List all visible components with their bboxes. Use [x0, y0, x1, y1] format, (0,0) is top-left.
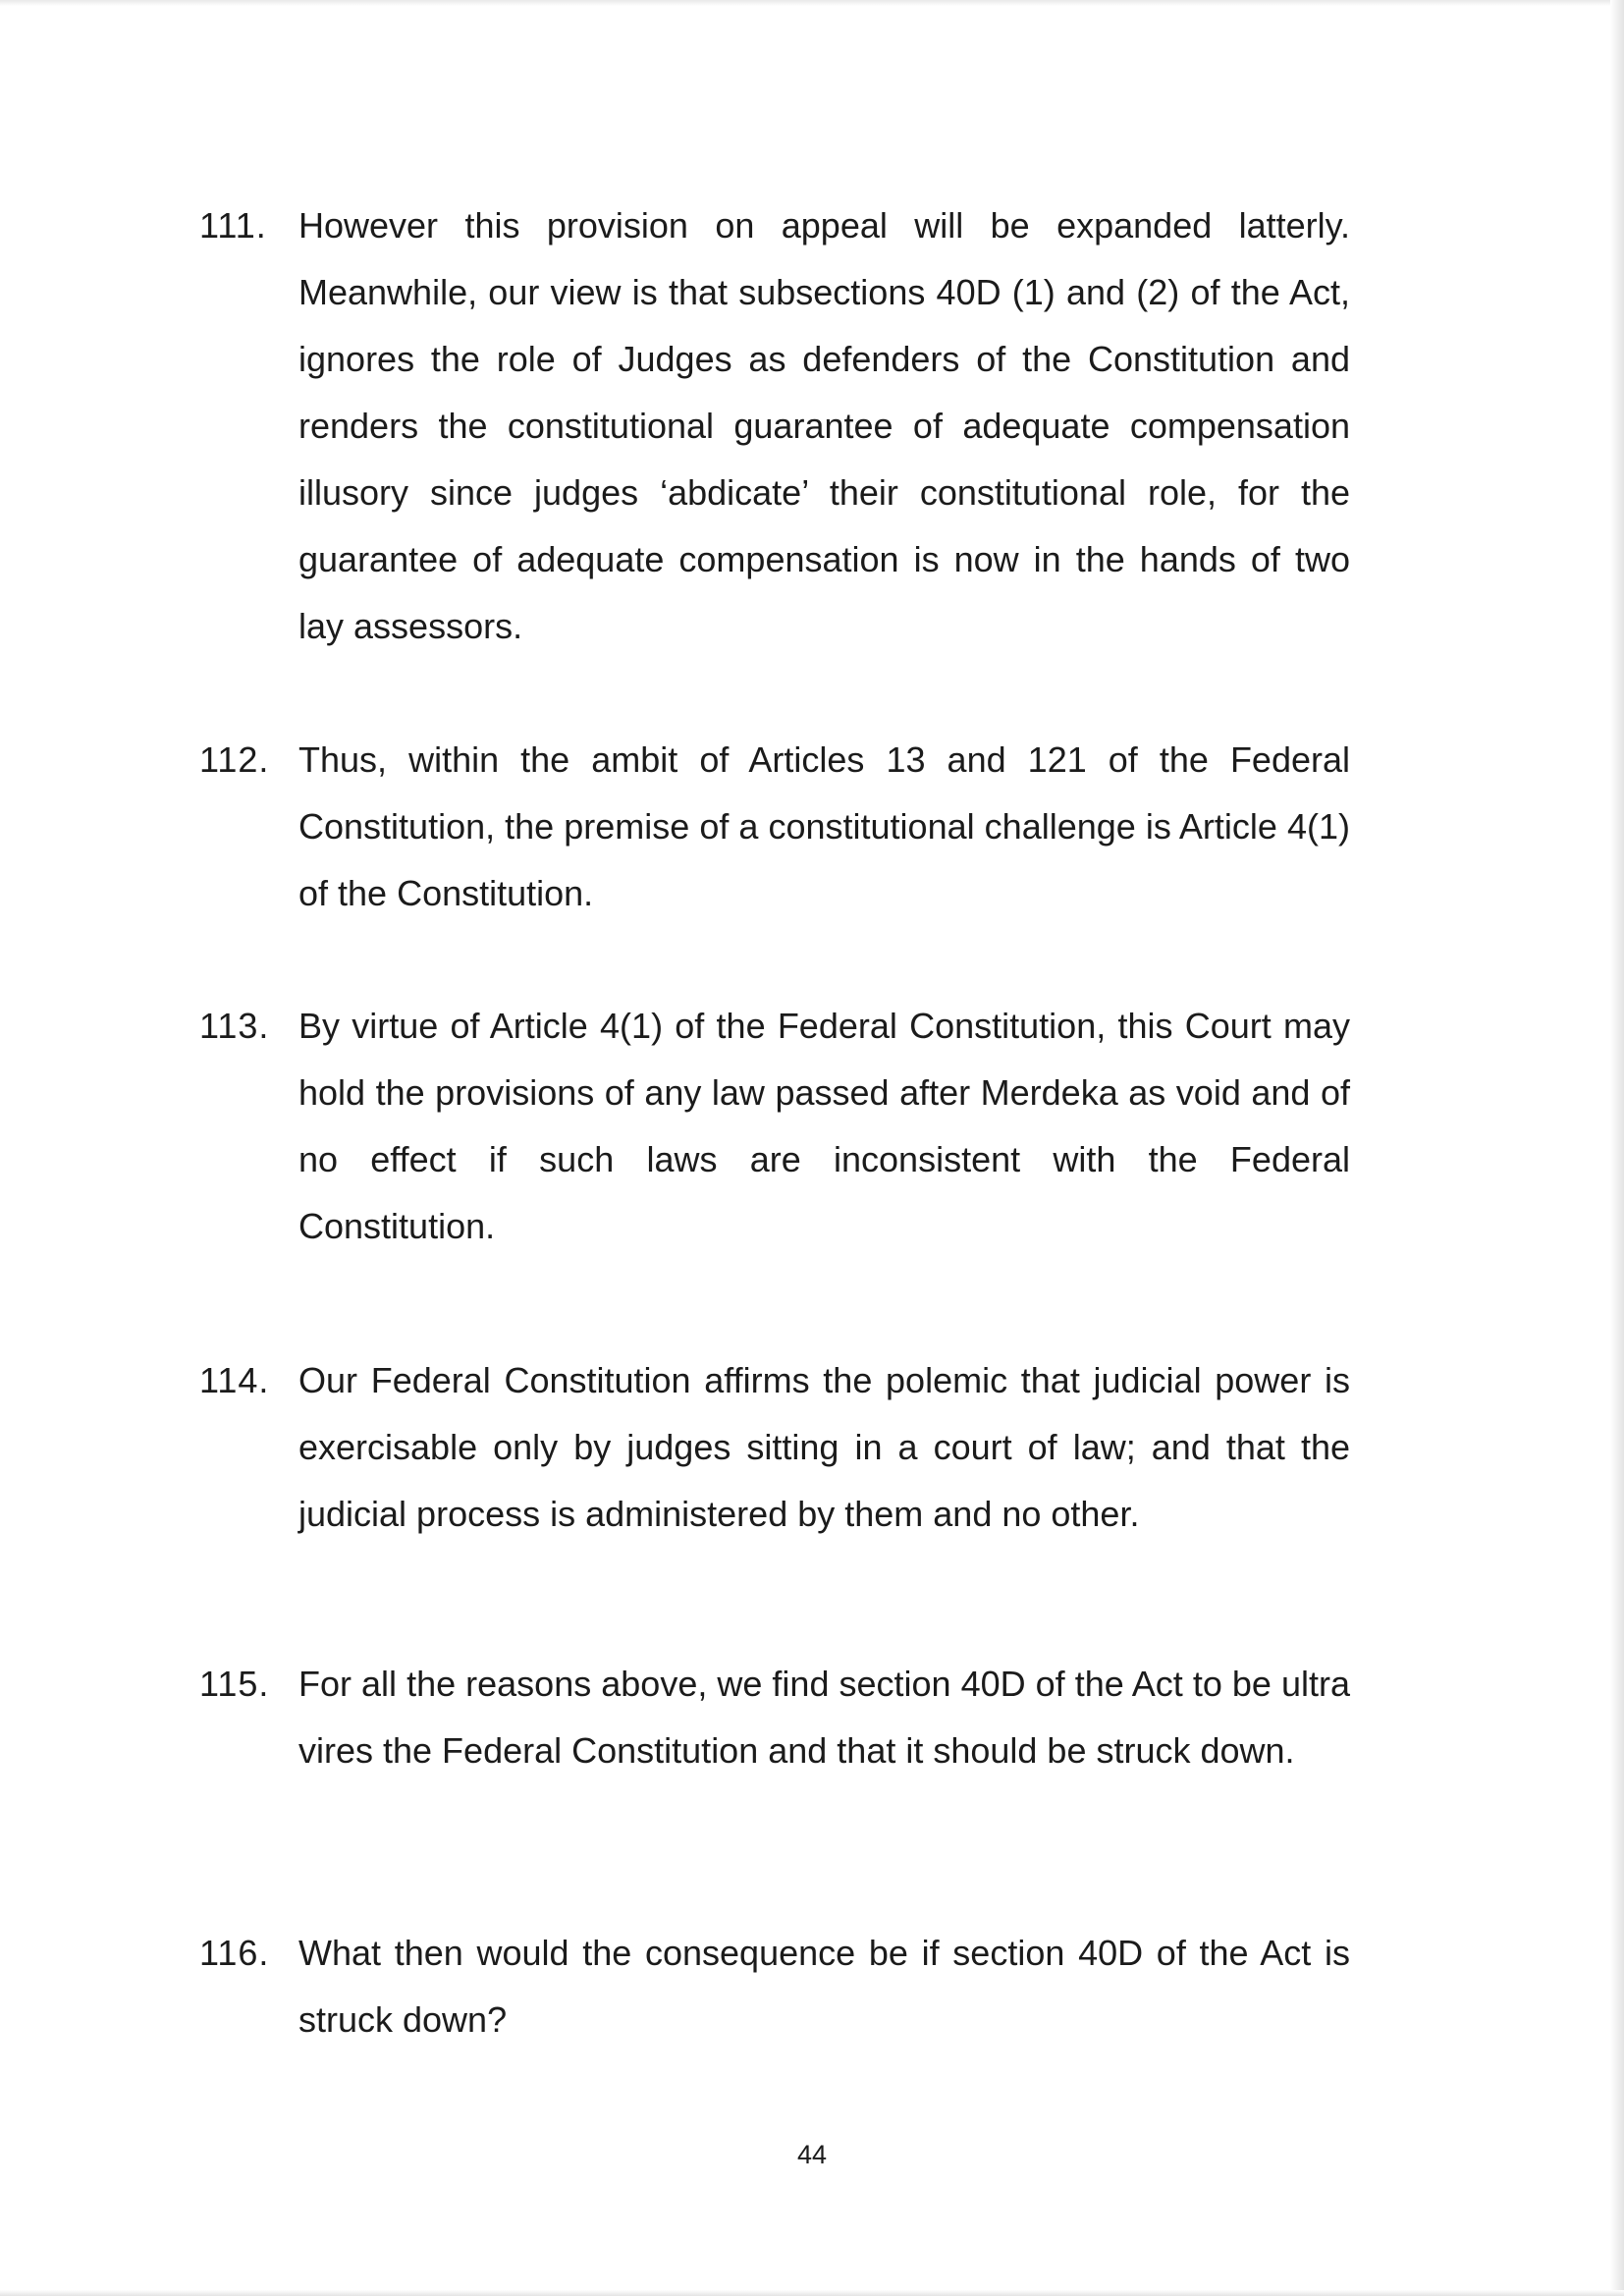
- scan-edge-right: [1610, 0, 1624, 2296]
- paragraph-number: 113.: [199, 1006, 270, 1046]
- paragraph-text: However this provision on appeal will be expanded latterly. Meanwhile, our view is that subsections 40D (1) and (2) of the Act, ignores the role of Judges as defenders of the Constitution and renders the constitutional guarantee of adequate compensation illusory since judges ‘abdicate’ their constitutional role, for the guarantee of adequate compensation is now in the hands of two lay assessors.: [298, 205, 1350, 646]
- paragraph-112: [199, 727, 1350, 927]
- scan-edge-bottom: [0, 2290, 1624, 2296]
- paragraph-115: [199, 1651, 1350, 1784]
- paragraph-number: 111.: [199, 205, 267, 246]
- paragraph-number: 114.: [199, 1360, 270, 1400]
- paragraph-text: For all the reasons above, we find section 40D of the Act to be ultra vires the Federal Constitution and that it should be struck down.: [298, 1664, 1350, 1771]
- paragraph-text: What then would the consequence be if section 40D of the Act is struck down?: [298, 1933, 1350, 2040]
- paragraph-number: 116.: [199, 1933, 270, 1973]
- paragraph-113: [199, 993, 1350, 1260]
- paragraph-number: 112.: [199, 739, 270, 780]
- paragraph-text: By virtue of Article 4(1) of the Federal Constitution, this Court may hold the provisions of any law passed after Merdeka as void and of no effect if such laws are inconsistent with the Federal Constitution.: [298, 1006, 1350, 1246]
- paragraph-text: Our Federal Constitution affirms the polemic that judicial power is exercisable only by judges sitting in a court of law; and that the judicial process is administered by them and no other.: [298, 1360, 1350, 1534]
- scan-edge-top: [0, 0, 1624, 6]
- paragraph-116: [199, 1920, 1350, 2053]
- paragraph-text: Thus, within the ambit of Articles 13 and 121 of the Federal Constitution, the premise of a constitutional challenge is Article 4(1) of the Constitution.: [298, 739, 1350, 913]
- page-number: 44: [796, 2140, 828, 2169]
- paragraph-number: 115.: [199, 1664, 270, 1704]
- paragraph-111: [199, 192, 1350, 660]
- paragraph-114: [199, 1347, 1350, 1548]
